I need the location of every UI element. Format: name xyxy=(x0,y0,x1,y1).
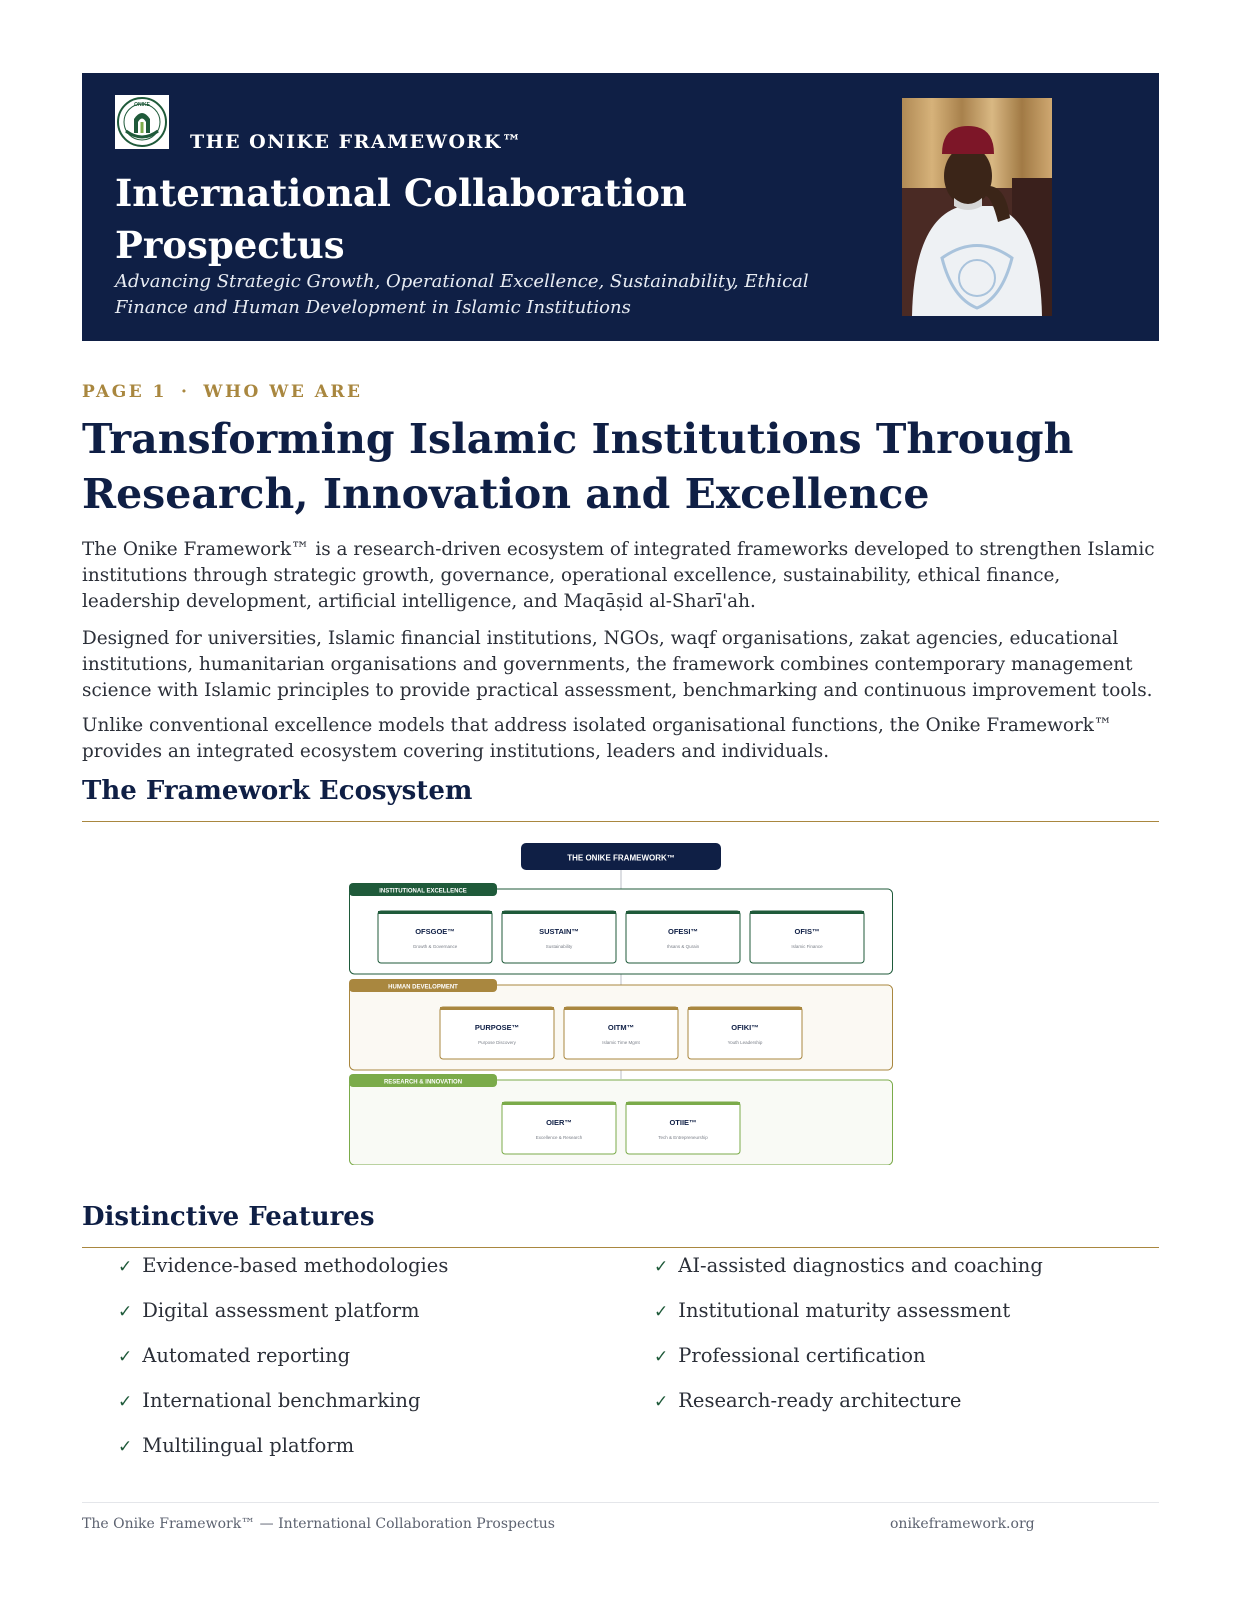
framework-node-accent xyxy=(626,911,740,914)
feature-item xyxy=(654,1389,961,1412)
framework-node xyxy=(378,911,492,963)
intro-paragraph: The Onike Framework™ is a research-driven ecosystem of integrated frameworks developed to strengthen Islamic institutions through strategic growth, governance, operational excellence, sustainability, ethical finance, leadership development, artificial intelligence, and Maqāṣid al-Sharī'ah. xyxy=(82,539,1155,612)
framework-node-accent xyxy=(502,911,616,914)
ecosystem-paragraph: Unlike conventional excellence models that address isolated organisational functions, the Onike Framework™ provides an integrated ecosystem covering institutions, leaders and individuals. xyxy=(82,715,1113,762)
logo-text: ONIKE xyxy=(134,102,150,108)
check-icon: ✓ xyxy=(654,1392,669,1412)
check-icon: ✓ xyxy=(654,1257,669,1277)
feature-item xyxy=(654,1299,1010,1322)
check-icon: ✓ xyxy=(118,1437,133,1457)
framework-node-accent xyxy=(626,1102,740,1105)
framework-node-name: OIER™ xyxy=(546,1118,572,1127)
features-heading: Distinctive Features xyxy=(82,1202,1159,1248)
feature-item xyxy=(118,1434,354,1457)
footer-title: The Onike Framework™ — International Collaboration Prospectus xyxy=(82,1516,555,1532)
feature-label: Digital assessment platform xyxy=(142,1299,420,1322)
feature-item xyxy=(118,1254,448,1277)
root-node-label: THE ONIKE FRAMEWORK™ xyxy=(567,853,675,863)
header-banner xyxy=(82,73,1159,341)
feature-label: Professional certification xyxy=(678,1344,926,1367)
framework-node-desc: Ihsans & Qurain xyxy=(666,944,700,949)
brand-name: THE ONIKE FRAMEWORK™ xyxy=(190,131,523,153)
check-icon: ✓ xyxy=(654,1302,669,1322)
framework-node xyxy=(564,1007,678,1059)
framework-node-desc: Growth & Governance xyxy=(412,944,458,949)
framework-node-desc: Excellence & Research xyxy=(535,1135,583,1140)
framework-node-accent xyxy=(564,1007,678,1010)
framework-node-name: OFSGOE™ xyxy=(415,927,455,936)
group-label: INSTITUTIONAL EXCELLENCE xyxy=(379,888,467,895)
framework-node-name: OITM™ xyxy=(607,1023,635,1032)
feature-label: Automated reporting xyxy=(142,1344,351,1367)
check-icon: ✓ xyxy=(118,1257,133,1277)
framework-node-desc: Sustainability xyxy=(545,944,573,949)
framework-node-desc: Purpose Discovery xyxy=(478,1040,516,1045)
audience-paragraph: Designed for universities, Islamic financial institutions, NGOs, waqf organisations, zakat agencies, educational institutions, humanitarian organisations and governments, the framework combines contemporary management science with Islamic principles to provide practical assessment, benchmarking and continuous improvement tools. xyxy=(82,628,1153,701)
prospectus-title: International Collaboration Prospectus xyxy=(115,171,687,267)
framework-node-desc: Youth Leadership xyxy=(727,1040,763,1045)
framework-node-name: OFIS™ xyxy=(794,927,820,936)
check-icon: ✓ xyxy=(118,1392,133,1412)
framework-node-name: OFIKI™ xyxy=(731,1023,759,1032)
framework-node-accent xyxy=(502,1102,616,1105)
framework-node xyxy=(626,1102,740,1154)
framework-node-name: OTIIE™ xyxy=(669,1118,697,1127)
framework-node xyxy=(502,1102,616,1154)
group-label: RESEARCH & INNOVATION xyxy=(383,1079,463,1086)
feature-item xyxy=(118,1389,420,1412)
feature-item xyxy=(654,1254,1043,1277)
ecosystem-heading: The Framework Ecosystem xyxy=(82,776,1159,822)
group-container xyxy=(350,1080,893,1165)
feature-label: Multilingual platform xyxy=(142,1434,355,1457)
footer-divider xyxy=(82,1502,1159,1503)
framework-node-accent xyxy=(440,1007,554,1010)
onike-seal-logo-icon xyxy=(115,95,169,149)
framework-node-name: SUSTAIN™ xyxy=(539,927,579,936)
page-title: Transforming Islamic Institutions Through Research, Innovation and Excellence xyxy=(82,415,1074,518)
feature-item xyxy=(654,1344,926,1367)
feature-label: International benchmarking xyxy=(142,1389,421,1412)
framework-node xyxy=(440,1007,554,1059)
framework-node-accent xyxy=(688,1007,802,1010)
framework-node-accent xyxy=(750,911,864,914)
kicker-separator: · xyxy=(180,382,190,402)
framework-node xyxy=(626,911,740,963)
framework-node-desc: Islamic Time Mgmt xyxy=(602,1040,640,1045)
framework-node xyxy=(688,1007,802,1059)
framework-node-accent xyxy=(378,911,492,914)
check-icon: ✓ xyxy=(118,1347,133,1367)
prospectus-subtitle: Advancing Strategic Growth, Operational Excellence, Sustainability, Ethical Finance and Human Development in Islamic Institutions xyxy=(115,271,809,318)
framework-node-desc: Tech & Entrepreneurship xyxy=(658,1135,708,1140)
feature-label: Evidence-based methodologies xyxy=(142,1254,449,1277)
framework-node xyxy=(502,911,616,963)
group-label: HUMAN DEVELOPMENT xyxy=(388,984,458,991)
framework-node-name: PURPOSE™ xyxy=(474,1023,520,1032)
framework-node-desc: Islamic Finance xyxy=(791,944,823,949)
page-kicker xyxy=(82,382,363,402)
footer-website-link[interactable]: onikeframework.org xyxy=(890,1516,1035,1532)
founder-portrait-photo xyxy=(902,98,1052,316)
check-icon: ✓ xyxy=(118,1302,133,1322)
feature-label: Institutional maturity assessment xyxy=(678,1299,1011,1322)
feature-item xyxy=(118,1299,420,1322)
section-label: WHO WE ARE xyxy=(203,382,363,402)
feature-label: AI-assisted diagnostics and coaching xyxy=(678,1254,1043,1277)
feature-item xyxy=(118,1344,350,1367)
framework-ecosystem-diagram xyxy=(349,843,893,1165)
framework-node xyxy=(750,911,864,963)
framework-node-name: OFESI™ xyxy=(667,927,699,936)
check-icon: ✓ xyxy=(654,1347,669,1367)
feature-label: Research-ready architecture xyxy=(678,1389,962,1412)
page-number: PAGE 1 xyxy=(82,382,167,402)
